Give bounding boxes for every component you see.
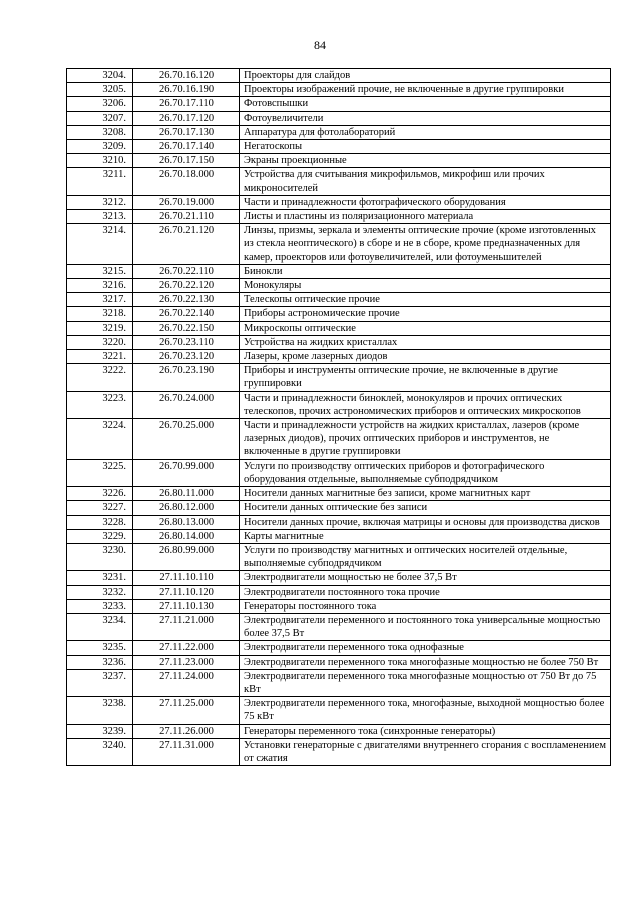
description-cell: Устройства на жидких кристаллах [240, 335, 611, 349]
classification-code-cell: 26.70.16.120 [133, 69, 240, 83]
classification-code-cell: 26.70.18.000 [133, 168, 240, 195]
table-row [67, 724, 611, 738]
classification-code-cell: 26.70.19.000 [133, 195, 240, 209]
description-cell: Части и принадлежности устройств на жидких кристаллах, лазеров (кроме лазерных диодов), прочих оптических приборов и инструментов, не включенные в другие группировки [240, 419, 611, 460]
description-cell: Фотоувеличители [240, 111, 611, 125]
row-number-cell: 3205. [67, 83, 133, 97]
description-cell: Бинокли [240, 264, 611, 278]
table-row [67, 279, 611, 293]
table-row [67, 738, 611, 765]
row-number-cell: 3209. [67, 140, 133, 154]
description-cell: Устройства для считывания микрофильмов, микрофиш или прочих микроносителей [240, 168, 611, 195]
description-cell: Проекторы изображений прочие, не включенные в другие группировки [240, 83, 611, 97]
description-cell: Электродвигатели мощностью не более 37,5 Вт [240, 571, 611, 585]
row-number-cell: 3208. [67, 125, 133, 139]
table-row [67, 69, 611, 83]
classification-code-cell: 27.11.23.000 [133, 655, 240, 669]
table-row [67, 140, 611, 154]
classification-code-cell: 26.70.17.150 [133, 154, 240, 168]
description-cell: Лазеры, кроме лазерных диодов [240, 350, 611, 364]
description-cell: Электродвигатели переменного тока однофазные [240, 641, 611, 655]
row-number-cell: 3228. [67, 515, 133, 529]
table-row [67, 585, 611, 599]
row-number-cell: 3239. [67, 724, 133, 738]
table-row [67, 210, 611, 224]
classification-code-cell: 26.70.24.000 [133, 391, 240, 418]
row-number-cell: 3240. [67, 738, 133, 765]
description-cell: Электродвигатели переменного и постоянного тока универсальные мощностью более 37,5 Вт [240, 613, 611, 640]
classification-code-cell: 26.70.21.120 [133, 224, 240, 265]
table-row [67, 350, 611, 364]
row-number-cell: 3218. [67, 307, 133, 321]
table-row [67, 669, 611, 696]
table-row [67, 224, 611, 265]
table-row [67, 154, 611, 168]
row-number-cell: 3233. [67, 599, 133, 613]
row-number-cell: 3232. [67, 585, 133, 599]
table-row [67, 307, 611, 321]
description-cell: Носители данных оптические без записи [240, 501, 611, 515]
table-row [67, 487, 611, 501]
table-row [67, 613, 611, 640]
description-cell: Телескопы оптические прочие [240, 293, 611, 307]
table-body [67, 69, 611, 766]
table-row [67, 599, 611, 613]
classification-code-cell: 27.11.31.000 [133, 738, 240, 765]
description-cell: Листы и пластины из поляризационного материала [240, 210, 611, 224]
page-number: 84 [314, 38, 326, 52]
classification-code-cell: 27.11.24.000 [133, 669, 240, 696]
description-cell: Электродвигатели переменного тока многофазные мощностью не более 750 Вт [240, 655, 611, 669]
description-cell: Части и принадлежности фотографического оборудования [240, 195, 611, 209]
table-row [67, 195, 611, 209]
row-number-cell: 3229. [67, 529, 133, 543]
row-number-cell: 3212. [67, 195, 133, 209]
row-number-cell: 3222. [67, 364, 133, 391]
description-cell: Носители данных прочие, включая матрицы и основы для производства дисков [240, 515, 611, 529]
table-row [67, 419, 611, 460]
classification-code-cell: 26.70.22.140 [133, 307, 240, 321]
row-number-cell: 3215. [67, 264, 133, 278]
classification-code-cell: 26.80.99.000 [133, 543, 240, 570]
classification-code-cell: 26.70.22.150 [133, 321, 240, 335]
description-cell: Электродвигатели постоянного тока прочие [240, 585, 611, 599]
classification-code-cell: 26.70.99.000 [133, 459, 240, 486]
classification-code-cell: 26.80.14.000 [133, 529, 240, 543]
classification-code-cell: 26.70.25.000 [133, 419, 240, 460]
table-row [67, 264, 611, 278]
description-cell: Приборы и инструменты оптические прочие, не включенные в другие группировки [240, 364, 611, 391]
table-row [67, 335, 611, 349]
description-cell: Генераторы постоянного тока [240, 599, 611, 613]
row-number-cell: 3219. [67, 321, 133, 335]
row-number-cell: 3211. [67, 168, 133, 195]
row-number-cell: 3234. [67, 613, 133, 640]
classification-code-cell: 26.70.22.110 [133, 264, 240, 278]
table-row [67, 529, 611, 543]
classification-code-cell: 26.80.12.000 [133, 501, 240, 515]
description-cell: Приборы астрономические прочие [240, 307, 611, 321]
table-row [67, 641, 611, 655]
classification-code-cell: 26.70.23.110 [133, 335, 240, 349]
row-number-cell: 3220. [67, 335, 133, 349]
description-cell: Экраны проекционные [240, 154, 611, 168]
table-row [67, 83, 611, 97]
row-number-cell: 3210. [67, 154, 133, 168]
classification-code-cell: 26.70.17.130 [133, 125, 240, 139]
row-number-cell: 3214. [67, 224, 133, 265]
description-cell: Линзы, призмы, зеркала и элементы оптические прочие (кроме изготовленных из стекла неоптического) в сборе и не в сборе, кроме предназначенных для камер, проекторов или фотоувеличителей, или фотоуменьшителей [240, 224, 611, 265]
classification-code-cell: 27.11.10.120 [133, 585, 240, 599]
description-cell: Установки генераторные с двигателями внутреннего сгорания с воспламенением от сжатия [240, 738, 611, 765]
description-cell: Носители данных магнитные без записи, кроме магнитных карт [240, 487, 611, 501]
row-number-cell: 3224. [67, 419, 133, 460]
table-row [67, 293, 611, 307]
table-row [67, 543, 611, 570]
description-cell: Фотовспышки [240, 97, 611, 111]
classification-code-cell: 26.70.17.110 [133, 97, 240, 111]
classification-table [66, 68, 611, 766]
description-cell: Генераторы переменного тока (синхронные генераторы) [240, 724, 611, 738]
table-row [67, 364, 611, 391]
classification-code-cell: 26.80.13.000 [133, 515, 240, 529]
description-cell: Проекторы для слайдов [240, 69, 611, 83]
classification-code-cell: 26.70.22.130 [133, 293, 240, 307]
row-number-cell: 3237. [67, 669, 133, 696]
table-row [67, 125, 611, 139]
table-row [67, 697, 611, 724]
table-row [67, 321, 611, 335]
table-row [67, 515, 611, 529]
row-number-cell: 3230. [67, 543, 133, 570]
description-cell: Карты магнитные [240, 529, 611, 543]
classification-code-cell: 27.11.22.000 [133, 641, 240, 655]
table-row [67, 168, 611, 195]
row-number-cell: 3227. [67, 501, 133, 515]
description-cell: Микроскопы оптические [240, 321, 611, 335]
table-row [67, 655, 611, 669]
table-row [67, 97, 611, 111]
row-number-cell: 3231. [67, 571, 133, 585]
description-cell: Услуги по производству магнитных и оптических носителей отдельные, выполняемые субподрядчиком [240, 543, 611, 570]
row-number-cell: 3238. [67, 697, 133, 724]
classification-code-cell: 26.70.17.140 [133, 140, 240, 154]
table-row [67, 111, 611, 125]
row-number-cell: 3217. [67, 293, 133, 307]
description-cell: Монокуляры [240, 279, 611, 293]
table-row [67, 501, 611, 515]
table-row [67, 459, 611, 486]
classification-code-cell: 27.11.25.000 [133, 697, 240, 724]
description-cell: Части и принадлежности биноклей, монокуляров и прочих оптических телескопов, прочих астрономических приборов и оптических микроскопов [240, 391, 611, 418]
classification-code-cell: 26.70.21.110 [133, 210, 240, 224]
classification-code-cell: 26.70.22.120 [133, 279, 240, 293]
description-cell: Аппаратура для фотолабораторий [240, 125, 611, 139]
classification-code-cell: 27.11.10.110 [133, 571, 240, 585]
row-number-cell: 3221. [67, 350, 133, 364]
row-number-cell: 3225. [67, 459, 133, 486]
classification-code-cell: 27.11.21.000 [133, 613, 240, 640]
row-number-cell: 3226. [67, 487, 133, 501]
row-number-cell: 3223. [67, 391, 133, 418]
classification-code-cell: 26.80.11.000 [133, 487, 240, 501]
row-number-cell: 3216. [67, 279, 133, 293]
row-number-cell: 3236. [67, 655, 133, 669]
row-number-cell: 3235. [67, 641, 133, 655]
table-row [67, 391, 611, 418]
description-cell: Негатоскопы [240, 140, 611, 154]
classification-code-cell: 26.70.17.120 [133, 111, 240, 125]
row-number-cell: 3213. [67, 210, 133, 224]
table-row [67, 571, 611, 585]
row-number-cell: 3206. [67, 97, 133, 111]
description-cell: Услуги по производству оптических приборов и фотографического оборудования отдельные, выполняемые субподрядчиком [240, 459, 611, 486]
row-number-cell: 3204. [67, 69, 133, 83]
description-cell: Электродвигатели переменного тока многофазные мощностью от 750 Вт до 75 кВт [240, 669, 611, 696]
description-cell: Электродвигатели переменного тока, многофазные, выходной мощностью более 75 кВт [240, 697, 611, 724]
classification-code-cell: 26.70.16.190 [133, 83, 240, 97]
classification-code-cell: 26.70.23.120 [133, 350, 240, 364]
row-number-cell: 3207. [67, 111, 133, 125]
classification-code-cell: 27.11.10.130 [133, 599, 240, 613]
classification-code-cell: 26.70.23.190 [133, 364, 240, 391]
classification-code-cell: 27.11.26.000 [133, 724, 240, 738]
